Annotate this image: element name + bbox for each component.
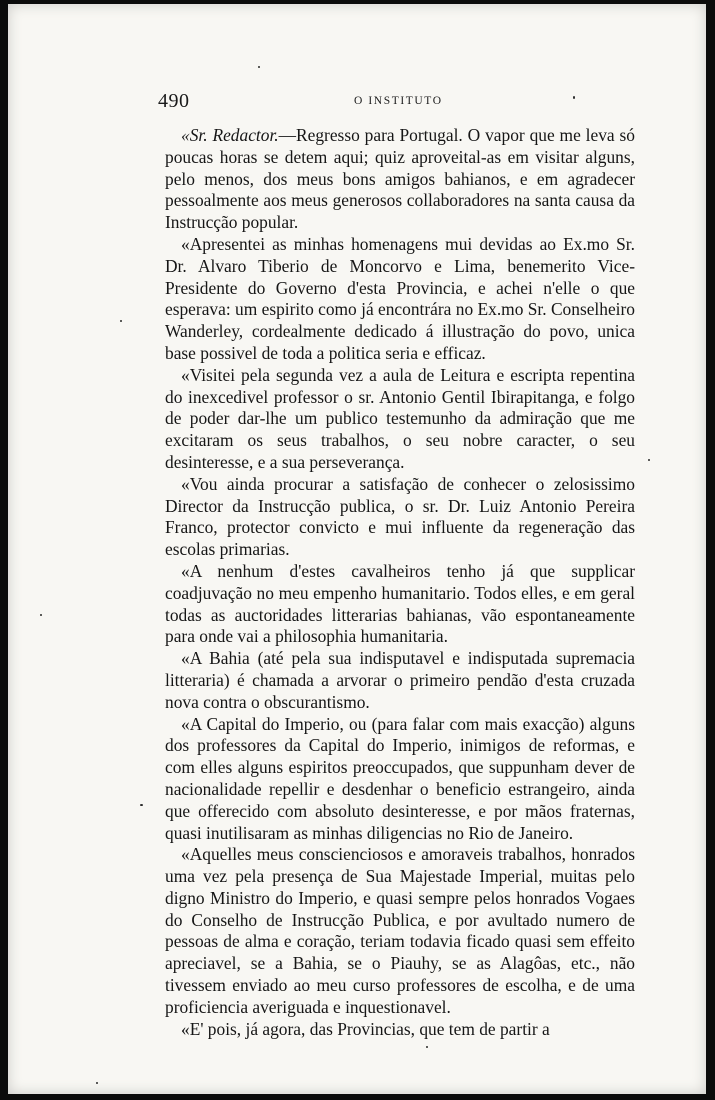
page-sheet (8, 4, 706, 1094)
scan-speck (648, 459, 650, 461)
paragraph: «Sr. Redactor.—Regresso para Portugal. O vapor que me leva só poucas horas se detem aqui; quiz aproveital-as em visitar alguns, pelo menos, dos meus bons amigos bahianos, e em agradecer pessoalmente aos meus generosos collaboradores na santa causa da Instrucção popular. (165, 125, 635, 233)
scan-speck (140, 804, 143, 806)
paragraph: «A Bahia (até pela sua indisputavel e indisputada supremacia litteraria) é chamada a arvorar o primeiro pendão d'esta cruzada nova contra o obscurantismo. (165, 648, 635, 712)
body-text (165, 125, 635, 1040)
paragraph: «Visitei pela segunda vez a aula de Leitura e escripta repentina do inexcedivel professor o sr. Antonio Gentil Ibirapitanga, e folgo de poder dar-lhe um publico testemunho da admiração que me excitaram os seus trabalhos, o seu nobre caracter, o seu desinteresse, e a sua perseverança. (165, 364, 635, 472)
scan-speck (96, 1082, 98, 1084)
paragraph: «E' pois, já agora, das Provincias, que tem de partir a (181, 1018, 550, 1039)
scan-speck (40, 614, 42, 616)
page-number: 490 (158, 90, 190, 112)
paragraph: «A Capital do Imperio, ou (para falar com mais exacção) alguns dos professores da Capital do Imperio, inimigos de reformas, e com elles alguns espiritos preoccupados, que suppunham dever de nacionalidade repellir e desdenhar o beneficio estrangeiro, ainda que offerecido com absoluto desinteresse, e por mãos fraternas, quasi inutilisaram as minhas diligencias no Rio de Janeiro. (165, 713, 635, 843)
paragraph: «Vou ainda procurar a satisfação de conhecer o zelosissimo Director da Instrucção publica, o sr. Dr. Luiz Antonio Pereira Franco, protector convicto e mui influente da regeneração das escolas primarias. (165, 473, 635, 560)
paragraph: «A nenhum d'estes cavalheiros tenho já que supplicar coadjuvação no meu empenho humanitario. Todos elles, e em geral todas as auctoridades litterarias bahianas, vão espontaneamente para onde vai a philosophia humanitaria. (165, 560, 635, 647)
scan-speck (120, 320, 122, 322)
scan-speck (426, 1046, 428, 1048)
paragraph: «Apresentei as minhas homenagens mui devidas ao Ex.mo Sr. Dr. Alvaro Tiberio de Moncorvo e Lima, benemerito Vice-Presidente do Governo d'esta Provincia, e achei n'elle o que esperava: um espirito como já encontrára no Ex.mo Sr. Conselheiro Wanderley, cordealmente dedicado á illustração do povo, unica base possivel de toda a politica seria e efficaz. (165, 233, 635, 363)
scan-speck (573, 96, 575, 99)
page-header (158, 90, 638, 114)
running-title: O INSTITUTO (354, 95, 443, 107)
paragraph: «Aquelles meus conscienciosos e amoraveis trabalhos, honrados uma vez pela presença de Sua Majestade Imperial, muitas pelo digno Ministro do Imperio, e quasi sempre pelos honrados Vogaes do Conselho de Instrucção Publica, e por avultado numero de pessoas de alma e coração, teriam todavia ficado quasi sem effeito apreciavel, se a Bahia, se o Piauhy, se as Alagôas, etc., não tivessem enviado ao meu curso professores de escolha, e de uma proficiencia averiguada e inquestionavel. (165, 844, 635, 1017)
scan-speck (258, 66, 260, 68)
salutation: «Sr. Redactor. (181, 125, 279, 145)
